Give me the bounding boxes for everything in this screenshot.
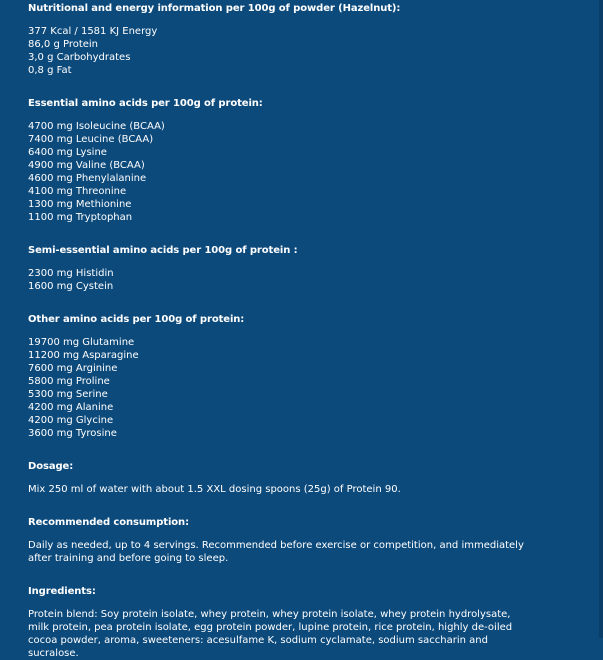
section-gap xyxy=(28,440,588,460)
amino-line: 4200 mg Glycine xyxy=(28,415,114,426)
consumption-text-line: Daily as needed, up to 4 servings. Recommended before exercise or competition, and immediately xyxy=(28,540,524,551)
product-info-content xyxy=(28,2,588,660)
semi-essential-amino-section xyxy=(28,244,588,293)
amino-line: 2300 mg Histidin xyxy=(28,268,114,279)
dosage-section xyxy=(28,460,588,496)
essential-amino-section xyxy=(28,97,588,224)
amino-line: 7600 mg Arginine xyxy=(28,363,118,374)
consumption-section xyxy=(28,516,588,565)
amino-line: 4100 mg Threonine xyxy=(28,186,127,197)
ingredients-text-line: Protein blend: Soy protein isolate, whey protein, whey protein isolate, whey protein hydrolysate, xyxy=(28,609,511,620)
nutrition-section xyxy=(28,2,588,77)
amino-line: 6400 mg Lysine xyxy=(28,147,107,158)
amino-line: 4600 mg Phenylalanine xyxy=(28,173,147,184)
amino-line: 5800 mg Proline xyxy=(28,376,110,387)
dosage-heading: Dosage: xyxy=(28,461,74,472)
amino-line: 5300 mg Serine xyxy=(28,389,108,400)
section-gap xyxy=(28,224,588,244)
ingredients-heading: Ingredients: xyxy=(28,586,96,597)
ingredients-text-line: cocoa powder, aroma, sweeteners: acesulfame K, sodium cyclamate, sodium saccharin and xyxy=(28,635,488,646)
amino-line: 11200 mg Asparagine xyxy=(28,350,139,361)
section-gap xyxy=(28,293,588,313)
amino-line: 4900 mg Valine (BCAA) xyxy=(28,160,145,171)
ingredients-text-line: sucralose. xyxy=(28,648,79,659)
amino-line: 4200 mg Alanine xyxy=(28,402,114,413)
other-amino-heading: Other amino acids per 100g of protein: xyxy=(28,314,245,325)
section-gap xyxy=(28,496,588,516)
nutrition-line: 86,0 g Protein xyxy=(28,39,99,50)
semi-essential-amino-heading: Semi-essential amino acids per 100g of protein : xyxy=(28,245,298,256)
amino-line: 4700 mg Isoleucine (BCAA) xyxy=(28,121,165,132)
consumption-heading: Recommended consumption: xyxy=(28,517,189,528)
amino-line: 3600 mg Tyrosine xyxy=(28,428,117,439)
nutrition-heading: Nutritional and energy information per 100g of powder (Hazelnut): xyxy=(28,3,401,14)
dosage-text: Mix 250 ml of water with about 1.5 XXL dosing spoons (25g) of Protein 90. xyxy=(28,484,401,495)
vertical-scrollbar[interactable] xyxy=(599,0,603,638)
nutrition-line: 3,0 g Carbohydrates xyxy=(28,52,131,63)
amino-line: 1600 mg Cystein xyxy=(28,281,114,292)
amino-line: 1100 mg Tryptophan xyxy=(28,212,133,223)
consumption-text-line: after training and before going to sleep. xyxy=(28,553,229,564)
amino-line: 7400 mg Leucine (BCAA) xyxy=(28,134,154,145)
amino-line: 1300 mg Methionine xyxy=(28,199,132,210)
other-amino-section xyxy=(28,313,588,440)
section-gap xyxy=(28,77,588,97)
essential-amino-heading: Essential amino acids per 100g of protein: xyxy=(28,98,263,109)
ingredients-text-line: milk protein, pea protein isolate, egg protein powder, lupine protein, rice protein, highly de-oiled xyxy=(28,622,513,633)
nutrition-line: 0,8 g Fat xyxy=(28,65,72,76)
amino-line: 19700 mg Glutamine xyxy=(28,337,135,348)
section-gap xyxy=(28,565,588,585)
ingredients-section xyxy=(28,585,588,660)
nutrition-line: 377 Kcal / 1581 KJ Energy xyxy=(28,26,158,37)
